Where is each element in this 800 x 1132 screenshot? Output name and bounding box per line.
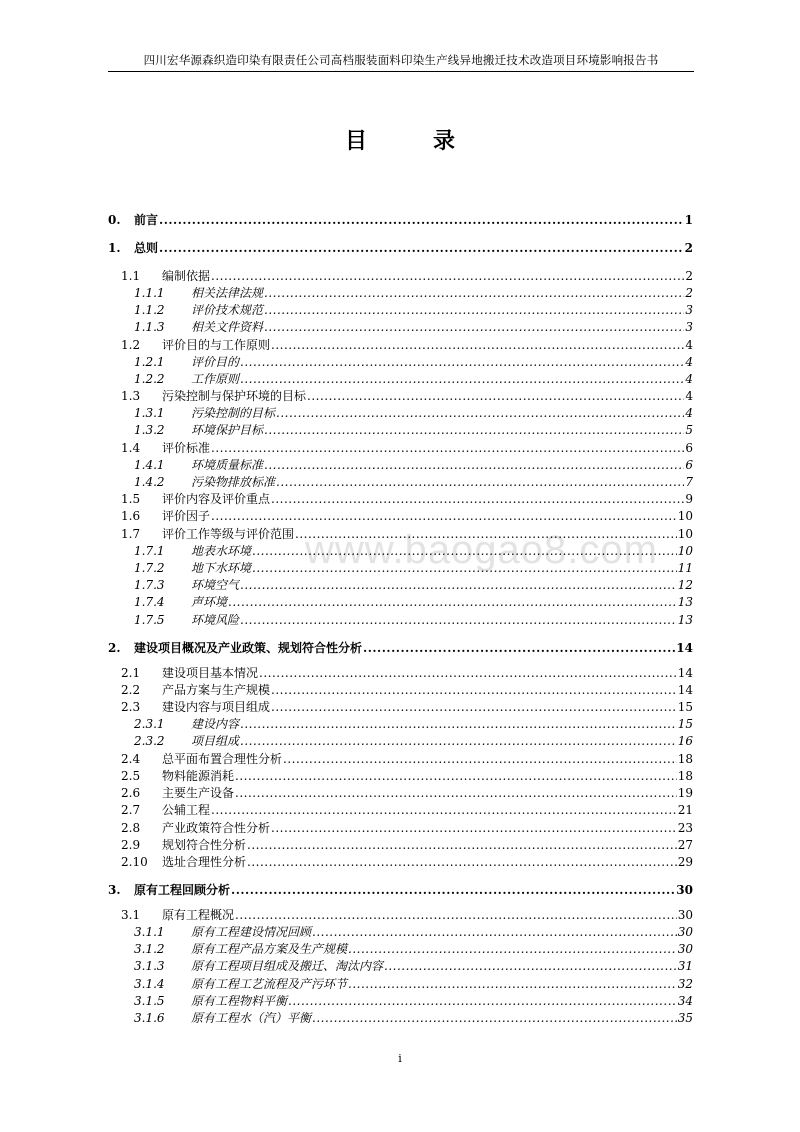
toc-entry-number: 2. [108, 641, 121, 655]
toc-entry-label: 建设项目概况及产业政策、规划符合性分析 [134, 641, 363, 655]
toc-entry[interactable] [134, 595, 693, 609]
toc-entry-number: 1.3 [121, 389, 141, 403]
toc-entry[interactable] [134, 372, 693, 386]
toc-entry-page: 35 [677, 1011, 693, 1025]
toc-entry-label: 项目组成 [191, 734, 240, 748]
toc-entry[interactable] [134, 734, 693, 748]
toc-entry[interactable] [121, 441, 693, 455]
toc-entry-page: 16 [677, 734, 693, 748]
toc-entry-label: 污染控制与保护环境的目标 [162, 389, 307, 403]
toc-entry-label: 公辅工程 [162, 803, 211, 817]
toc-dot-leader [235, 908, 677, 922]
toc-entry-label: 建设内容与项目组成 [162, 700, 271, 714]
toc-dot-leader [307, 389, 684, 403]
toc-entry-page: 14 [677, 683, 693, 697]
toc-entry-page: 30 [677, 908, 693, 922]
toc-entry-number: 1. [108, 241, 121, 255]
toc-entry[interactable] [121, 666, 693, 680]
toc-dot-leader [240, 734, 677, 748]
toc-entry[interactable] [134, 406, 693, 420]
toc-entry-page: 3 [685, 303, 693, 317]
toc-entry[interactable] [121, 786, 693, 800]
toc-entry-label: 物料能源消耗 [162, 769, 235, 783]
toc-entry-label: 原有工程建设情况回顾 [191, 925, 312, 939]
toc-entry-page: 14 [677, 666, 693, 680]
watermark: www.baogao8.com [305, 528, 658, 572]
toc-dot-leader [271, 338, 684, 352]
toc-dot-leader [159, 241, 684, 255]
toc-dot-leader [312, 1011, 677, 1025]
title-char-1: 目 [344, 129, 367, 154]
toc-entry-number: 2.9 [121, 838, 141, 852]
running-header: 四川宏华源森织造印染有限责任公司高档服装面料印染生产线异地搬迁技术改造项目环境影响报告书 [143, 53, 659, 67]
toc-entry-label: 评价技术规范 [191, 303, 264, 317]
toc-entry-page: 15 [677, 717, 693, 731]
toc-entry[interactable] [121, 752, 693, 766]
toc-entry[interactable] [121, 509, 693, 523]
toc-dot-leader [211, 269, 684, 283]
toc-entry-number: 1.4.2 [134, 475, 165, 489]
toc-entry-page: 2 [684, 241, 693, 255]
toc-entry-page: 4 [685, 338, 693, 352]
toc-entry-page: 2 [685, 269, 693, 283]
toc-dot-leader [271, 821, 677, 835]
toc-entry[interactable] [108, 213, 693, 227]
toc-entry-label: 建设项目基本情况 [162, 666, 259, 680]
toc-entry-page: 23 [677, 821, 693, 835]
toc-entry-number: 3.1 [121, 908, 141, 922]
toc-entry-number: 1.7.5 [134, 613, 165, 627]
toc-entry-page: 2 [685, 286, 693, 300]
toc-entry[interactable] [108, 641, 693, 655]
toc-dot-leader [264, 286, 684, 300]
toc-entry-number: 1.3.1 [134, 406, 165, 420]
toc-entry-label: 原有工程产品方案及生产规模 [191, 942, 348, 956]
toc-entry[interactable] [134, 458, 693, 472]
toc-entry[interactable] [134, 320, 693, 334]
toc-entry-number: 1.4 [121, 441, 141, 455]
toc-entry-page: 29 [677, 855, 693, 869]
toc-entry-number: 1.4.1 [134, 458, 165, 472]
toc-dot-leader [288, 994, 677, 1008]
toc-entry-page: 15 [677, 700, 693, 714]
toc-entry-page: 30 [677, 942, 693, 956]
toc-dot-leader [271, 683, 677, 697]
toc-entry-page: 7 [685, 475, 693, 489]
toc-entry-page: 34 [677, 994, 693, 1008]
toc-dot-leader [252, 561, 677, 575]
toc-entry-number: 2.4 [121, 752, 141, 766]
toc-entry-number: 3.1.3 [134, 959, 165, 973]
toc-entry-number: 1.2.1 [134, 355, 165, 369]
toc-entry-number: 1.2.2 [134, 372, 165, 386]
toc-dot-leader [271, 700, 677, 714]
toc-entry[interactable] [121, 803, 693, 817]
toc-dot-leader [247, 838, 677, 852]
toc-entry-page: 4 [685, 372, 693, 386]
toc-entry[interactable] [121, 492, 693, 506]
toc-entry[interactable] [134, 475, 693, 489]
toc-dot-leader [211, 441, 684, 455]
toc-entry-page: 10 [677, 527, 693, 541]
toc-entry[interactable] [134, 286, 693, 300]
toc-entry-label: 环境风险 [191, 613, 240, 627]
toc-entry[interactable] [121, 855, 693, 869]
toc-entry-label: 前言 [134, 213, 159, 227]
toc-entry-number: 2.10 [121, 855, 148, 869]
toc-entry[interactable] [134, 717, 693, 731]
toc-entry[interactable] [121, 700, 693, 714]
toc-entry-number: 3.1.4 [134, 977, 165, 991]
toc-entry[interactable] [108, 241, 693, 255]
toc-entry-label: 污染物排放标准 [191, 475, 276, 489]
toc-entry-label: 原有工程概况 [162, 908, 235, 922]
toc-entry-number: 1.6 [121, 509, 141, 523]
toc-entry-label: 环境质量标准 [191, 458, 264, 472]
toc-entry-number: 1.7.3 [134, 578, 165, 592]
title-char-2: 录 [433, 129, 456, 154]
toc-entry-label: 评价因子 [162, 509, 211, 523]
toc-dot-leader [159, 213, 684, 227]
toc-entry-page: 4 [685, 389, 693, 403]
toc-entry-number: 3.1.1 [134, 925, 165, 939]
toc-dot-leader [264, 303, 684, 317]
toc-entry-number: 2.3.1 [134, 717, 165, 731]
toc-entry-number: 2.7 [121, 803, 141, 817]
toc-entry-page: 18 [677, 752, 693, 766]
toc-dot-leader [276, 406, 684, 420]
toc-entry-page: 11 [677, 561, 693, 575]
toc-entry[interactable] [121, 389, 693, 403]
toc-entry-number: 2.3 [121, 700, 141, 714]
toc-entry-number: 1.7.4 [134, 595, 165, 609]
toc-entry[interactable] [121, 338, 693, 352]
toc-dot-leader [240, 372, 684, 386]
toc-entry-number: 1.1.1 [134, 286, 165, 300]
toc-entry-number: 3.1.2 [134, 942, 165, 956]
toc-entry[interactable] [121, 821, 693, 835]
toc-entry-page: 9 [685, 492, 693, 506]
toc-entry-label: 选址合理性分析 [162, 855, 247, 869]
toc-dot-leader [384, 959, 677, 973]
toc-entry-number: 3.1.6 [134, 1011, 165, 1025]
toc-entry-number: 1.1.3 [134, 320, 165, 334]
toc-entry[interactable] [134, 544, 693, 558]
toc-entry[interactable] [121, 769, 693, 783]
toc-dot-leader [240, 613, 677, 627]
toc-entry-number: 2.1 [121, 666, 141, 680]
toc-entry-number: 2.5 [121, 769, 141, 783]
toc-entry-page: 30 [676, 883, 693, 897]
toc-entry-page: 14 [676, 641, 693, 655]
toc-entry-page: 31 [677, 959, 693, 973]
toc-dot-leader [240, 717, 677, 731]
toc-entry-label: 污染控制的目标 [191, 406, 276, 420]
toc-entry[interactable] [121, 269, 693, 283]
page-number: i [398, 1052, 402, 1065]
toc-entry-label: 主要生产设备 [162, 786, 235, 800]
toc-entry-page: 3 [685, 320, 693, 334]
toc-entry-label: 地下水环境 [191, 561, 252, 575]
toc-entry-number: 2.2 [121, 683, 141, 697]
toc-dot-leader [211, 509, 677, 523]
toc-dot-leader [264, 423, 684, 437]
toc-dot-leader [283, 752, 677, 766]
toc-entry-label: 原有工程项目组成及搬迁、淘汰内容 [191, 959, 384, 973]
toc-entry-label: 工作原则 [191, 372, 240, 386]
toc-entry-page: 13 [677, 613, 693, 627]
toc-entry-number: 3.1.5 [134, 994, 165, 1008]
toc-entry[interactable] [121, 683, 693, 697]
toc-entry-label: 声环境 [191, 595, 228, 609]
toc-entry-page: 30 [677, 925, 693, 939]
toc-entry[interactable] [134, 959, 693, 973]
toc-entry-label: 相关文件资料 [191, 320, 264, 334]
toc-entry-number: 2.3.2 [134, 734, 165, 748]
toc-entry-page: 32 [677, 977, 693, 991]
toc-entry-number: 1.7.1 [134, 544, 165, 558]
toc-entry-label: 总平面布置合理性分析 [162, 752, 283, 766]
toc-dot-leader [240, 355, 684, 369]
toc-entry-label: 相关法律法规 [191, 286, 264, 300]
toc-entry-number: 1.7 [121, 527, 141, 541]
toc-dot-leader [235, 786, 677, 800]
toc-entry-page: 10 [677, 544, 693, 558]
toc-dot-leader [252, 544, 677, 558]
toc-dot-leader [276, 475, 684, 489]
toc-entry-label: 总则 [134, 241, 159, 255]
toc-entry-number: 1.2 [121, 338, 141, 352]
toc-dot-leader [228, 595, 677, 609]
toc-entry-label: 评价内容及评价重点 [162, 492, 271, 506]
toc-entry[interactable] [134, 977, 693, 991]
toc-entry-label: 产业政策符合性分析 [162, 821, 271, 835]
toc-entry-label: 评价目的与工作原则 [162, 338, 271, 352]
toc-entry-label: 原有工程工艺流程及产污环节 [191, 977, 348, 991]
toc-dot-leader [264, 320, 684, 334]
toc-entry[interactable] [134, 355, 693, 369]
toc-dot-leader [240, 578, 677, 592]
toc-entry-page: 10 [677, 509, 693, 523]
toc-entry-page: 12 [677, 578, 693, 592]
toc-dot-leader [264, 458, 684, 472]
toc-entry-label: 环境空气 [191, 578, 240, 592]
toc-entry-number: 1.1 [121, 269, 141, 283]
toc-entry-label: 环境保护目标 [191, 423, 264, 437]
toc-entry[interactable] [134, 303, 693, 317]
toc-entry-label: 编制依据 [162, 269, 211, 283]
toc-entry[interactable] [134, 994, 693, 1008]
toc-entry-page: 19 [677, 786, 693, 800]
toc-entry[interactable] [121, 838, 693, 852]
toc-entry-label: 规划符合性分析 [162, 838, 247, 852]
toc-entry-page: 1 [684, 213, 693, 227]
toc-entry-page: 4 [685, 406, 693, 420]
toc-entry-number: 2.8 [121, 821, 141, 835]
toc-entry-label: 产品方案与生产规模 [162, 683, 271, 697]
toc-entry-page: 27 [677, 838, 693, 852]
toc-dot-leader [211, 803, 677, 817]
toc-entry[interactable] [134, 561, 693, 575]
toc-entry[interactable] [134, 925, 693, 939]
toc-entry-label: 原有工程回顾分析 [134, 883, 231, 897]
toc-dot-leader [348, 977, 677, 991]
toc-dot-leader [235, 769, 677, 783]
toc-entry-label: 评价目的 [191, 355, 240, 369]
toc-dot-leader [271, 492, 684, 506]
toc-entry-number: 2.6 [121, 786, 141, 800]
toc-entry-number: 1.5 [121, 492, 141, 506]
toc-entry-page: 21 [677, 803, 693, 817]
toc-entry-number: 0. [108, 213, 121, 227]
toc-entry[interactable] [134, 1011, 693, 1025]
toc-entry-page: 6 [685, 441, 693, 455]
toc-entry-page: 18 [677, 769, 693, 783]
toc-entry[interactable] [121, 908, 693, 922]
toc-entry-label: 原有工程水（汽）平衡 [191, 1011, 312, 1025]
toc-dot-leader [348, 942, 677, 956]
toc-entry-page: 4 [685, 355, 693, 369]
toc-entry-number: 1.3.2 [134, 423, 165, 437]
toc-entry-page: 5 [685, 423, 693, 437]
toc-dot-leader [312, 925, 677, 939]
toc-entry-label: 原有工程物料平衡 [191, 994, 288, 1008]
toc-entry[interactable] [134, 942, 693, 956]
toc-entry[interactable] [108, 883, 693, 897]
toc-dot-leader [363, 641, 675, 655]
toc-entry-label: 评价标准 [162, 441, 211, 455]
toc-entry-number: 3. [108, 883, 121, 897]
toc-entry-number: 1.7.2 [134, 561, 165, 575]
toc-dot-leader [231, 883, 675, 897]
toc-entry-label: 地表水环境 [191, 544, 252, 558]
toc-entry-number: 1.1.2 [134, 303, 165, 317]
toc-entry[interactable] [121, 527, 693, 541]
toc-entry-label: 评价工作等级与评价范围 [162, 527, 295, 541]
toc-entry-page: 13 [677, 595, 693, 609]
toc-entry[interactable] [134, 423, 693, 437]
toc-entry-page: 6 [685, 458, 693, 472]
toc-dot-leader [247, 855, 677, 869]
toc-entry-label: 建设内容 [191, 717, 240, 731]
toc-entry[interactable] [134, 578, 693, 592]
toc-dot-leader [259, 666, 677, 680]
toc-entry[interactable] [134, 613, 693, 627]
toc-dot-leader [295, 527, 677, 541]
